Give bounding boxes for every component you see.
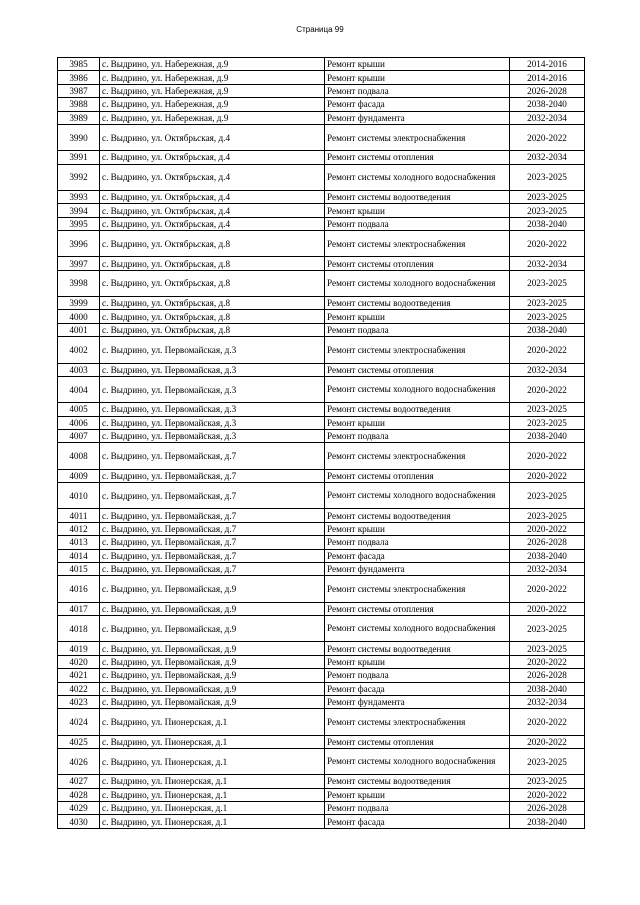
table-row [58,71,585,84]
work-type-cell: Ремонт системы электроснабжения [325,709,510,735]
work-type-cell: Ремонт системы водоотведения [325,775,510,788]
work-type-cell: Ремонт фундамента [325,562,510,575]
work-type-cell: Ремонт системы холодного водоснабжения [325,270,510,296]
work-type-cell: Ремонт подвала [325,430,510,443]
row-number: 4012 [58,522,100,535]
table-row [58,669,585,682]
work-type-cell: Ремонт системы электроснабжения [325,443,510,469]
work-type-cell: Ремонт системы электроснабжения [325,576,510,602]
row-number: 4015 [58,562,100,575]
table-row [58,748,585,774]
address-cell: с. Выдрино, ул. Первомайская, д.3 [100,430,325,443]
table-row [58,695,585,708]
table-row [58,363,585,376]
address-cell: с. Выдрино, ул. Первомайская, д.7 [100,509,325,522]
period-cell: 2020-2022 [510,576,585,602]
table-row [58,376,585,402]
table-row [58,204,585,217]
period-cell: 2032-2034 [510,363,585,376]
address-cell: с. Выдрино, ул. Первомайская, д.9 [100,642,325,655]
address-cell: с. Выдрино, ул. Пионерская, д.1 [100,815,325,828]
period-cell: 2023-2025 [510,403,585,416]
table-row [58,217,585,230]
table-row [58,443,585,469]
row-number: 4011 [58,509,100,522]
address-cell: с. Выдрино, ул. Первомайская, д.7 [100,536,325,549]
address-cell: с. Выдрино, ул. Первомайская, д.3 [100,337,325,363]
period-cell: 2023-2025 [510,416,585,429]
period-cell: 2020-2022 [510,443,585,469]
address-cell: с. Выдрино, ул. Первомайская, д.7 [100,483,325,509]
work-type-cell: Ремонт системы отопления [325,151,510,164]
row-number: 4000 [58,310,100,323]
address-cell: с. Выдрино, ул. Пионерская, д.1 [100,748,325,774]
address-cell: с. Выдрино, ул. Пионерская, д.1 [100,775,325,788]
row-number: 4026 [58,748,100,774]
table-row [58,270,585,296]
table-row [58,231,585,257]
table-row [58,310,585,323]
address-cell: с. Выдрино, ул. Первомайская, д.7 [100,549,325,562]
address-cell: с. Выдрино, ул. Октябрьская, д.8 [100,297,325,310]
address-cell: с. Выдрино, ул. Набережная, д.9 [100,58,325,71]
work-type-cell: Ремонт системы холодного водоснабжения [325,616,510,642]
period-cell: 2026-2028 [510,669,585,682]
row-number: 4010 [58,483,100,509]
row-number: 3997 [58,257,100,270]
work-type-cell: Ремонт крыши [325,416,510,429]
table-row [58,124,585,150]
address-cell: с. Выдрино, ул. Октябрьская, д.4 [100,217,325,230]
period-cell: 2020-2022 [510,735,585,748]
period-cell: 2023-2025 [510,616,585,642]
work-type-cell: Ремонт системы холодного водоснабжения [325,483,510,509]
address-cell: с. Выдрино, ул. Первомайская, д.3 [100,363,325,376]
table-row [58,616,585,642]
work-type-cell: Ремонт системы электроснабжения [325,337,510,363]
work-type-cell: Ремонт фасада [325,815,510,828]
address-cell: с. Выдрино, ул. Первомайская, д.9 [100,616,325,642]
period-cell: 2038-2040 [510,815,585,828]
table-row [58,151,585,164]
period-cell: 2020-2022 [510,231,585,257]
row-number: 4007 [58,430,100,443]
period-cell: 2023-2025 [510,775,585,788]
period-cell: 2032-2034 [510,562,585,575]
period-cell: 2023-2025 [510,297,585,310]
work-type-cell: Ремонт системы холодного водоснабжения [325,376,510,402]
table-row [58,297,585,310]
table-row [58,735,585,748]
row-number: 4019 [58,642,100,655]
work-type-cell: Ремонт подвала [325,84,510,97]
table-row [58,788,585,801]
period-cell: 2038-2040 [510,217,585,230]
address-cell: с. Выдрино, ул. Первомайская, д.7 [100,443,325,469]
table-row [58,430,585,443]
work-type-cell: Ремонт фасада [325,682,510,695]
work-type-cell: Ремонт системы электроснабжения [325,231,510,257]
table-row [58,190,585,203]
row-number: 3995 [58,217,100,230]
row-number: 4005 [58,403,100,416]
address-cell: с. Выдрино, ул. Набережная, д.9 [100,71,325,84]
address-cell: с. Выдрино, ул. Пионерская, д.1 [100,735,325,748]
period-cell: 2020-2022 [510,522,585,535]
address-cell: с. Выдрино, ул. Первомайская, д.7 [100,522,325,535]
period-cell: 2032-2034 [510,257,585,270]
table-row [58,509,585,522]
address-cell: с. Выдрино, ул. Первомайская, д.9 [100,655,325,668]
row-number: 4027 [58,775,100,788]
work-type-cell: Ремонт подвала [325,669,510,682]
work-type-cell: Ремонт крыши [325,655,510,668]
period-cell: 2020-2022 [510,376,585,402]
table-row [58,84,585,97]
row-number: 3985 [58,58,100,71]
row-number: 4028 [58,788,100,801]
row-number: 4013 [58,536,100,549]
row-number: 3996 [58,231,100,257]
table-row [58,655,585,668]
period-cell: 2023-2025 [510,270,585,296]
row-number: 4024 [58,709,100,735]
work-type-cell: Ремонт системы холодного водоснабжения [325,164,510,190]
period-cell: 2038-2040 [510,98,585,111]
work-type-cell: Ремонт системы водоотведения [325,509,510,522]
period-cell: 2038-2040 [510,430,585,443]
row-number: 4021 [58,669,100,682]
row-number: 4029 [58,802,100,815]
table-row [58,642,585,655]
row-number: 4017 [58,602,100,615]
period-cell: 2026-2028 [510,84,585,97]
row-number: 3990 [58,124,100,150]
work-type-cell: Ремонт подвала [325,802,510,815]
address-cell: с. Выдрино, ул. Набережная, д.9 [100,98,325,111]
work-type-cell: Ремонт системы отопления [325,602,510,615]
table-row [58,416,585,429]
address-cell: с. Выдрино, ул. Пионерская, д.1 [100,788,325,801]
period-cell: 2023-2025 [510,748,585,774]
work-type-cell: Ремонт подвала [325,323,510,336]
work-type-cell: Ремонт системы холодного водоснабжения [325,748,510,774]
table-row [58,469,585,482]
address-cell: с. Выдрино, ул. Октябрьская, д.4 [100,204,325,217]
period-cell: 2020-2022 [510,788,585,801]
row-number: 4030 [58,815,100,828]
period-cell: 2014-2016 [510,58,585,71]
period-cell: 2038-2040 [510,323,585,336]
work-type-cell: Ремонт крыши [325,310,510,323]
work-type-cell: Ремонт крыши [325,71,510,84]
address-cell: с. Выдрино, ул. Октябрьская, д.4 [100,164,325,190]
table-row [58,682,585,695]
row-number: 4002 [58,337,100,363]
table-row [58,562,585,575]
address-cell: с. Выдрино, ул. Октябрьская, д.4 [100,151,325,164]
address-cell: с. Выдрино, ул. Октябрьская, д.8 [100,323,325,336]
work-type-cell: Ремонт крыши [325,204,510,217]
address-cell: с. Выдрино, ул. Пионерская, д.1 [100,802,325,815]
row-number: 4014 [58,549,100,562]
period-cell: 2026-2028 [510,802,585,815]
work-type-cell: Ремонт подвала [325,217,510,230]
work-type-cell: Ремонт системы водоотведения [325,403,510,416]
work-type-cell: Ремонт подвала [325,536,510,549]
period-cell: 2023-2025 [510,642,585,655]
row-number: 4025 [58,735,100,748]
period-cell: 2023-2025 [510,310,585,323]
address-cell: с. Выдрино, ул. Первомайская, д.3 [100,376,325,402]
address-cell: с. Выдрино, ул. Первомайская, д.3 [100,416,325,429]
address-cell: с. Выдрино, ул. Октябрьская, д.8 [100,270,325,296]
address-cell: с. Выдрино, ул. Пионерская, д.1 [100,709,325,735]
period-cell: 2032-2034 [510,151,585,164]
page-number-label: Страница 99 [296,25,344,34]
address-cell: с. Выдрино, ул. Первомайская, д.7 [100,469,325,482]
table-row [58,549,585,562]
table-row [58,536,585,549]
address-cell: с. Выдрино, ул. Октябрьская, д.8 [100,231,325,257]
address-cell: с. Выдрино, ул. Первомайская, д.9 [100,682,325,695]
work-type-cell: Ремонт системы отопления [325,257,510,270]
row-number: 4001 [58,323,100,336]
table-row [58,602,585,615]
row-number: 4009 [58,469,100,482]
address-cell: с. Выдрино, ул. Первомайская, д.9 [100,602,325,615]
row-number: 4022 [58,682,100,695]
work-type-cell: Ремонт фасада [325,549,510,562]
address-cell: с. Выдрино, ул. Первомайская, д.9 [100,669,325,682]
work-type-cell: Ремонт системы отопления [325,735,510,748]
row-number: 4016 [58,576,100,602]
row-number: 3999 [58,297,100,310]
period-cell: 2014-2016 [510,71,585,84]
work-type-cell: Ремонт крыши [325,58,510,71]
period-cell: 2020-2022 [510,337,585,363]
address-cell: с. Выдрино, ул. Первомайская, д.9 [100,576,325,602]
address-cell: с. Выдрино, ул. Первомайская, д.9 [100,695,325,708]
table-row [58,337,585,363]
period-cell: 2023-2025 [510,164,585,190]
row-number: 4020 [58,655,100,668]
work-type-cell: Ремонт системы водоотведения [325,297,510,310]
period-cell: 2032-2034 [510,111,585,124]
work-type-cell: Ремонт системы водоотведения [325,190,510,203]
address-cell: с. Выдрино, ул. Первомайская, д.3 [100,403,325,416]
period-cell: 2038-2040 [510,682,585,695]
period-cell: 2020-2022 [510,655,585,668]
row-number: 3989 [58,111,100,124]
address-cell: с. Выдрино, ул. Набережная, д.9 [100,111,325,124]
period-cell: 2032-2034 [510,695,585,708]
address-cell: с. Выдрино, ул. Октябрьская, д.4 [100,190,325,203]
table-row [58,802,585,815]
address-cell: с. Выдрино, ул. Первомайская, д.7 [100,562,325,575]
repair-schedule-table [57,57,585,829]
row-number: 3993 [58,190,100,203]
row-number: 3991 [58,151,100,164]
period-cell: 2020-2022 [510,469,585,482]
row-number: 3998 [58,270,100,296]
table-row [58,111,585,124]
table-row [58,576,585,602]
table-row [58,257,585,270]
work-type-cell: Ремонт фасада [325,98,510,111]
period-cell: 2023-2025 [510,483,585,509]
row-number: 3992 [58,164,100,190]
row-number: 4023 [58,695,100,708]
address-cell: с. Выдрино, ул. Октябрьская, д.8 [100,310,325,323]
row-number: 4004 [58,376,100,402]
period-cell: 2023-2025 [510,204,585,217]
period-cell: 2020-2022 [510,709,585,735]
period-cell: 2020-2022 [510,602,585,615]
period-cell: 2020-2022 [510,124,585,150]
address-cell: с. Выдрино, ул. Октябрьская, д.4 [100,124,325,150]
work-type-cell: Ремонт системы отопления [325,469,510,482]
row-number: 3994 [58,204,100,217]
address-cell: с. Выдрино, ул. Набережная, д.9 [100,84,325,97]
work-type-cell: Ремонт фундамента [325,695,510,708]
work-type-cell: Ремонт фундамента [325,111,510,124]
row-number: 3986 [58,71,100,84]
table-row [58,403,585,416]
table-row [58,58,585,71]
table-row [58,98,585,111]
table-row [58,709,585,735]
period-cell: 2026-2028 [510,536,585,549]
table-row [58,164,585,190]
period-cell: 2038-2040 [510,549,585,562]
work-type-cell: Ремонт системы электроснабжения [325,124,510,150]
work-type-cell: Ремонт крыши [325,788,510,801]
work-type-cell: Ремонт системы отопления [325,363,510,376]
table-row [58,775,585,788]
work-type-cell: Ремонт системы водоотведения [325,642,510,655]
row-number: 3988 [58,98,100,111]
table-row [58,323,585,336]
row-number: 4006 [58,416,100,429]
row-number: 3987 [58,84,100,97]
row-number: 4018 [58,616,100,642]
address-cell: с. Выдрино, ул. Октябрьская, д.8 [100,257,325,270]
row-number: 4008 [58,443,100,469]
period-cell: 2023-2025 [510,509,585,522]
table-row [58,815,585,828]
row-number: 4003 [58,363,100,376]
work-type-cell: Ремонт крыши [325,522,510,535]
period-cell: 2023-2025 [510,190,585,203]
table-row [58,522,585,535]
table-row [58,483,585,509]
